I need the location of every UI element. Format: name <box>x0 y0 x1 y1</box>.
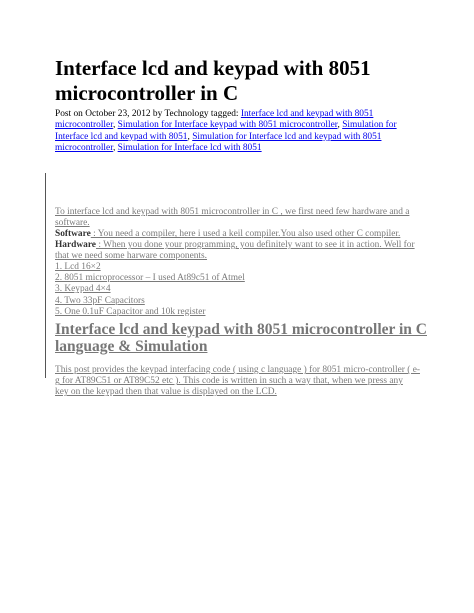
hardware-label: Hardware <box>55 240 96 250</box>
para-line-3: key on the keypad then that value is displayed on the LCD. <box>55 387 277 398</box>
tag-link-5[interactable]: Simulation for Interface lcd with 8051 <box>117 142 262 153</box>
list-item: 2. 8051 microprocessor – I used At89c51 of Atmel <box>55 273 245 284</box>
component-list <box>55 262 421 318</box>
description-paragraph <box>55 365 421 399</box>
list-item: 4. Two 33pF Capacitors <box>55 295 145 306</box>
intro-paragraph <box>55 207 421 229</box>
section-heading: Interface lcd and keypad with 8051 microcontroller in C language & Simulation <box>55 321 427 355</box>
list-item: 1. Lcd 16×2 <box>55 262 101 272</box>
tag-link-2[interactable]: Simulation for Interface keypad with 8051 microcontroller <box>117 120 338 131</box>
intro-line-1: To interface lcd and keypad with 8051 microcontroller in C , we first need few hardware and a <box>55 207 410 217</box>
tag-link-4[interactable]: Simulation for Interface lcd and keypad with 8051 microcontroller <box>55 131 382 153</box>
para-line-2: g for AT89C51 or AT89C52 etc ). This code is written in such a way that, when we press any <box>55 376 403 387</box>
list-item: 5. One 0.1uF Capacitor and 10k register <box>55 306 206 317</box>
tag-link-1[interactable]: Interface lcd and keypad with 8051 microcontroller <box>55 109 374 131</box>
intro-line-2: software. <box>55 218 90 229</box>
hardware-block <box>55 240 421 262</box>
tag-link-3[interactable]: Simulation for Interface lcd and keypad with 8051 <box>55 120 397 142</box>
para-line-1: This post provides the keypad interfacing code ( using c language ) for 8051 micro-controller ( e- <box>55 365 420 375</box>
page-title: Interface lcd and keypad with 8051 microcontroller in C <box>55 56 371 105</box>
hardware-text: : When you done your programming, you definitely want to see it in action. Well for <box>95 240 415 250</box>
software-text: : You need a compiler, here i used a keil compiler.You also used other C compiler. <box>90 229 401 239</box>
hardware-line-2: that we need some harware components. <box>55 251 208 262</box>
list-item: 3. Keypad 4×4 <box>55 284 111 295</box>
software-label: Software <box>55 229 91 239</box>
post-meta: Post on October 23, 2012 by Technology tagged: Interface lcd and keypad with 8051 microcontroller, Simulation for Interface keypad with 8051 microcontroller, Simulation for Interface lcd and keypad with 8051, Simulation for Interface lcd and keypad with 8051 microcontroller, Simulation for Interface lcd with 8051 <box>55 109 397 153</box>
post-meta-prefix: Post on October 23, 2012 by Technology tagged: <box>55 109 241 119</box>
quote-bar <box>45 173 46 378</box>
software-line <box>55 229 421 240</box>
